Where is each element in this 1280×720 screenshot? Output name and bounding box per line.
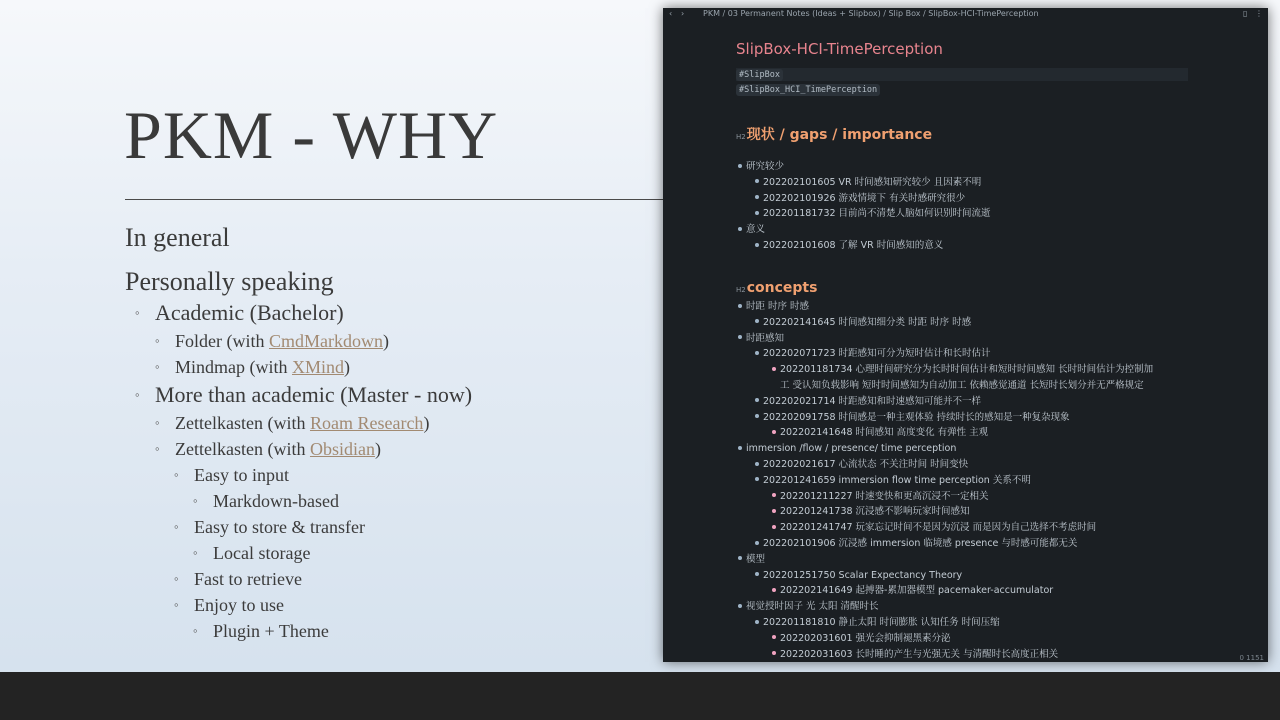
note-list-item: 工 受认知负载影响 短时时间感知为自动加工 依赖感觉通道 长短时长划分并无严格规定 <box>780 380 1144 391</box>
back-arrow-icon: ‹ <box>669 9 673 18</box>
note-list-item: 202201251750 Scalar Expectancy Theory <box>755 570 962 582</box>
outline-item: ◦ Fast to retrieve <box>125 566 472 592</box>
bullet-dot-icon <box>755 351 759 355</box>
hyperlink[interactable]: XMind <box>292 357 345 377</box>
outline-item: ◦ Zettelkasten (with Obsidian) <box>125 436 472 462</box>
bullet-dot-icon <box>755 541 759 545</box>
bullet-dot-icon <box>755 195 759 199</box>
bullet-dot-icon <box>755 179 759 183</box>
bullet-outline <box>125 222 472 644</box>
bullet-icon: ◦ <box>174 571 179 586</box>
bullet-dot-icon <box>755 243 759 247</box>
outline-item: ◦ Markdown-based <box>125 488 472 514</box>
outline-item: ◦ Plugin + Theme <box>125 618 472 644</box>
bullet-icon: ◦ <box>174 467 179 482</box>
bullet-dot-icon <box>738 335 742 339</box>
outline-item: ◦ Easy to store & transfer <box>125 514 472 540</box>
note-list-item: 时距感知 <box>738 333 784 345</box>
note-list-item: 202201181810 静止太阳 时间膨胀 认知任务 时间压缩 <box>755 617 1000 629</box>
note-list-item: 202201181732 目前尚不清楚人脑如何识别时间流逝 <box>755 208 991 220</box>
bullet-icon: ◦ <box>193 493 198 508</box>
title-divider <box>125 199 685 200</box>
outline-item: ◦ Zettelkasten (with Roam Research) <box>125 410 472 436</box>
note-list-item: 202202141645 时间感知细分类 时距 时序 时感 <box>755 317 971 329</box>
bullet-icon: ◦ <box>155 415 160 430</box>
bullet-dot-icon <box>772 651 776 655</box>
reading-view-icon: ▯ <box>1243 9 1248 18</box>
tag-row-highlight <box>736 68 1188 81</box>
status-bar: 0 1151 <box>1239 654 1264 662</box>
tag-slipbox: #SlipBox <box>736 69 783 81</box>
bullet-dot-icon <box>738 164 742 168</box>
bullet-dot-icon <box>772 430 776 434</box>
bullet-dot-icon <box>755 462 759 466</box>
bullet-dot-icon <box>738 556 742 560</box>
bullet-icon: ◦ <box>155 441 160 456</box>
bullet-dot-icon <box>738 227 742 231</box>
bullet-icon: ◦ <box>155 359 160 374</box>
bullet-dot-icon <box>755 211 759 215</box>
outline-item: ◦ Folder (with CmdMarkdown) <box>125 328 472 354</box>
bullet-dot-icon <box>755 620 759 624</box>
slide-title: PKM - WHY <box>124 97 499 173</box>
note-title: SlipBox-HCI-TimePerception <box>736 40 943 58</box>
hyperlink[interactable]: Obsidian <box>309 439 375 459</box>
hyperlink[interactable]: Roam Research <box>309 413 424 433</box>
hyperlink[interactable]: CmdMarkdown <box>269 331 383 351</box>
bullet-dot-icon <box>755 414 759 418</box>
bullet-dot-icon <box>772 367 776 371</box>
heading-gaps: H2现状 / gaps / importance <box>736 127 933 143</box>
note-list-item: 时距 时序 时感 <box>738 301 809 313</box>
outline-item: ◦ Local storage <box>125 540 472 566</box>
note-list-item: 202202021714 时距感知和时速感知可能并不一样 <box>755 396 981 408</box>
note-list-item: 模型 <box>738 554 765 566</box>
note-list-item: 意义 <box>738 224 765 236</box>
bullet-dot-icon <box>772 509 776 513</box>
bullet-dot-icon <box>738 446 742 450</box>
forward-arrow-icon: › <box>681 9 685 18</box>
bullet-dot-icon <box>772 588 776 592</box>
note-list-item: 202202031603 长时睡的产生与光强无关 与清醒时长高度正相关 <box>772 649 1058 661</box>
note-list-item: 202201241747 玩家忘记时间不是因为沉浸 而是因为自己选择不考虑时间 <box>772 522 1096 534</box>
bullet-dot-icon <box>772 635 776 639</box>
bullet-icon: ◦ <box>135 387 140 402</box>
bullet-dot-icon <box>738 604 742 608</box>
note-list-item: 研究较少 <box>738 161 784 173</box>
bullet-dot-icon <box>772 525 776 529</box>
note-list-item: 202202141648 时间感知 高度变化 有弹性 主观 <box>772 427 988 439</box>
heading-concepts: H2concepts <box>736 280 818 296</box>
note-list-item: 202201241738 沉浸感不影响玩家时间感知 <box>772 506 970 518</box>
outline-item: ◦ Mindmap (with XMind) <box>125 354 472 380</box>
tag-slipbox-hci: #SlipBox_HCI_TimePerception <box>736 84 880 96</box>
more-options-icon: ⋮ <box>1255 9 1263 18</box>
note-list-item: 202202071723 时距感知可分为短时估计和长时估计 <box>755 348 991 360</box>
note-list-item: 202201181734 心理时间研究分为长时时间估计和短时时间感知 长时时间估计为控制加 <box>772 364 1153 376</box>
note-list-item: 202202031601 强光会抑制褪黑素分泌 <box>772 633 951 645</box>
bullet-dot-icon <box>772 493 776 497</box>
bullet-icon: ◦ <box>174 597 179 612</box>
note-list-item: 202202101605 VR 时间感知研究较少 且因素不明 <box>755 177 981 189</box>
note-list-item: 202202091758 时间感是一种主观体验 持续时长的感知是一种复杂现象 <box>755 412 1070 424</box>
outline-item: ◦ Enjoy to use <box>125 592 472 618</box>
outline-item: ◦ More than academic (Master - now) <box>125 380 472 410</box>
outline-item: ◦ Academic (Bachelor) <box>125 298 472 328</box>
bullet-icon: ◦ <box>193 623 198 638</box>
note-list-item: 202202021617 心流状态 不关注时间 时间变快 <box>755 459 968 471</box>
bullet-dot-icon <box>755 319 759 323</box>
bullet-icon: ◦ <box>155 333 160 348</box>
bullet-icon: ◦ <box>174 519 179 534</box>
note-list-item: 202202101926 游戏情境下 有关时感研究很少 <box>755 193 965 205</box>
note-list-item: 202202141649 起搏器-累加器模型 pacemaker-accumulator <box>772 585 1053 597</box>
bottom-bar <box>0 672 1280 720</box>
breadcrumb: PKM / 03 Permanent Notes (Ideas + Slipbox) / Slip Box / SlipBox-HCI-TimePerception <box>703 9 1039 18</box>
obsidian-header-bar <box>663 8 1268 22</box>
outline-item: ◦ Easy to input <box>125 462 472 488</box>
outline-item: Personally speaking <box>125 267 334 296</box>
note-list-item: 202202101906 沉浸感 immersion 临境感 presence 与时感可能都无关 <box>755 538 1077 550</box>
note-list-item: 202201211227 时速变快和更高沉浸不一定相关 <box>772 491 989 503</box>
note-list-item: 202202101608 了解 VR 时间感知的意义 <box>755 240 943 252</box>
obsidian-screenshot <box>663 8 1268 662</box>
bullet-dot-icon <box>738 304 742 308</box>
note-list-item: immersion /flow / presence/ time perception <box>738 443 956 455</box>
note-list-item: 视觉授时因子 光 太阳 清醒时长 <box>738 601 879 613</box>
outline-item: In general <box>125 223 230 252</box>
bullet-icon: ◦ <box>193 545 198 560</box>
bullet-dot-icon <box>755 572 759 576</box>
bullet-icon: ◦ <box>135 305 140 320</box>
bullet-dot-icon <box>755 477 759 481</box>
note-list-item: 202201241659 immersion flow time perception 关系不明 <box>755 475 1031 487</box>
bullet-dot-icon <box>755 398 759 402</box>
